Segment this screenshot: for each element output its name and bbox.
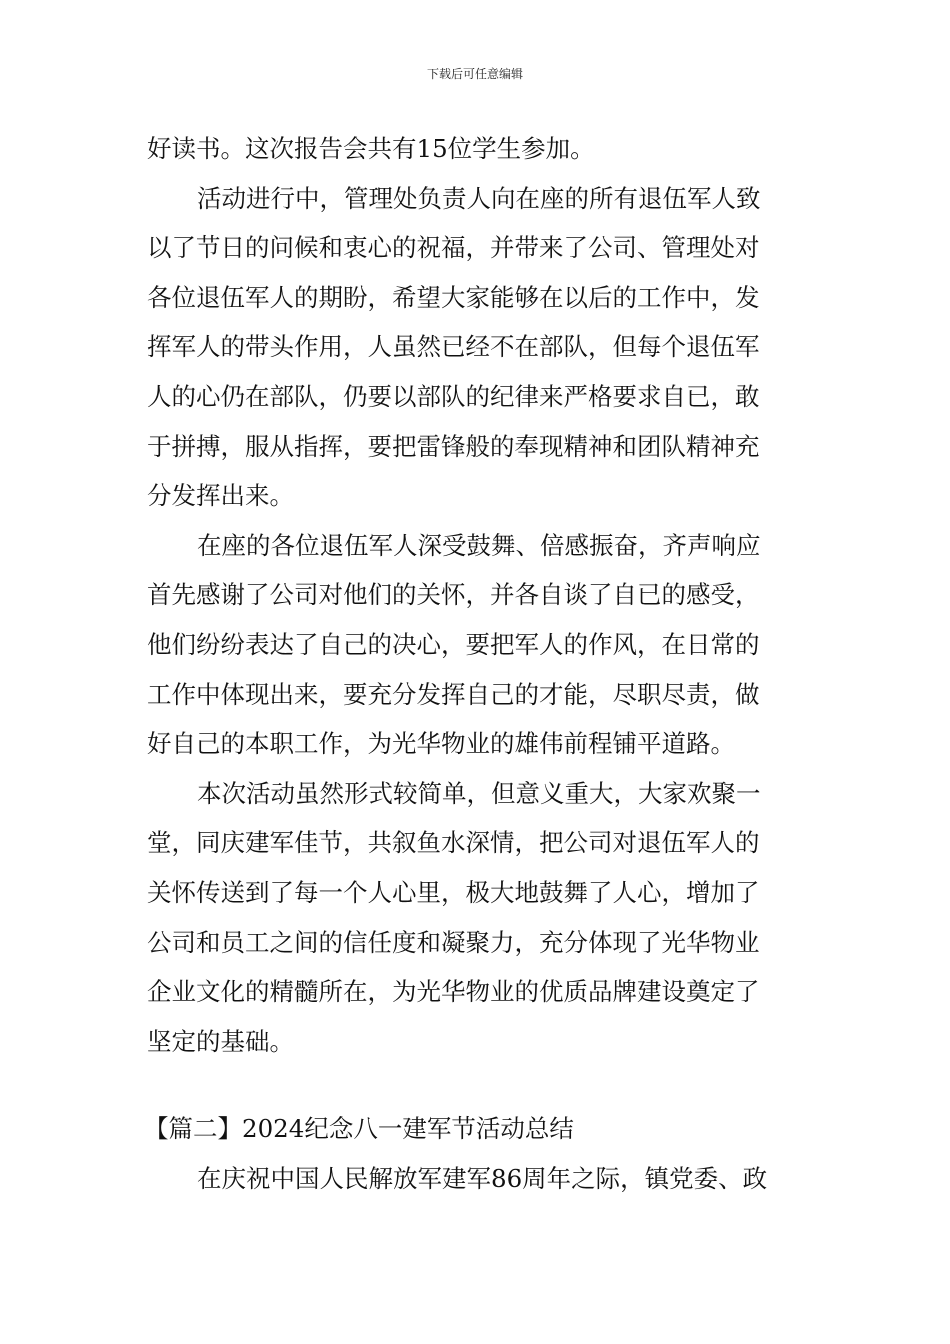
section-heading: 【篇二】2024纪念八一建军节活动总结: [144, 1114, 574, 1144]
text-line: 工作中体现出来，要充分发挥自己的才能，尽职尽责，做: [147, 679, 760, 709]
text-line: 挥军人的带头作用，人虽然已经不在部队，但每个退伍军: [147, 332, 760, 362]
text-line: 关怀传送到了每一个人心里，极大地鼓舞了人心，增加了: [147, 877, 760, 907]
text-line: 以了节日的问候和衷心的祝福，并带来了公司、管理处对: [147, 233, 760, 263]
text-line: 企业文化的精髓所在，为光华物业的优质品牌建设奠定了: [147, 977, 760, 1007]
text-line: 分发挥出来。: [147, 481, 294, 511]
text-line: 于拼搏，服从指挥，要把雷锋般的奉现精神和团队精神充: [147, 431, 760, 461]
text-line: 他们纷纷表达了自己的决心，要把军人的作风，在日常的: [147, 629, 760, 659]
document-body: [144, 124, 809, 1203]
text-line: 坚定的基础。: [147, 1026, 294, 1056]
text-line: 好自己的本职工作，为光华物业的雄伟前程铺平道路。: [147, 729, 735, 759]
text-line: 各位退伍军人的期盼，希望大家能够在以后的工作中，发: [147, 282, 760, 312]
text-line: 首先感谢了公司对他们的关怀，并各自谈了自已的感受，: [147, 580, 760, 610]
text-line: 堂，同庆建军佳节，共叙鱼水深情，把公司对退伍军人的: [147, 828, 760, 858]
paragraph-first-line: 在座的各位退伍军人深受鼓舞、倍感振奋，齐声响应: [197, 530, 761, 560]
paragraph-first-line: 在庆祝中国人民解放军建军86周年之际，镇党委、政: [197, 1163, 768, 1193]
section-spacer: [147, 1066, 809, 1104]
text-line: 公司和员工之间的信任度和凝聚力，充分体现了光华物业: [147, 927, 760, 957]
paragraph-first-line: 活动进行中，管理处负责人向在座的所有退伍军人致: [197, 183, 761, 213]
text-line: 人的心仍在部队，仍要以部队的纪律来严格要求自已，敢: [147, 381, 760, 411]
paragraph-first-line: 本次活动虽然形式较简单，但意义重大，大家欢聚一: [197, 778, 761, 808]
text-line: 好读书。这次报告会共有15位学生参加。: [147, 134, 595, 163]
page-header-note: 下载后可任意编辑: [426, 67, 523, 81]
